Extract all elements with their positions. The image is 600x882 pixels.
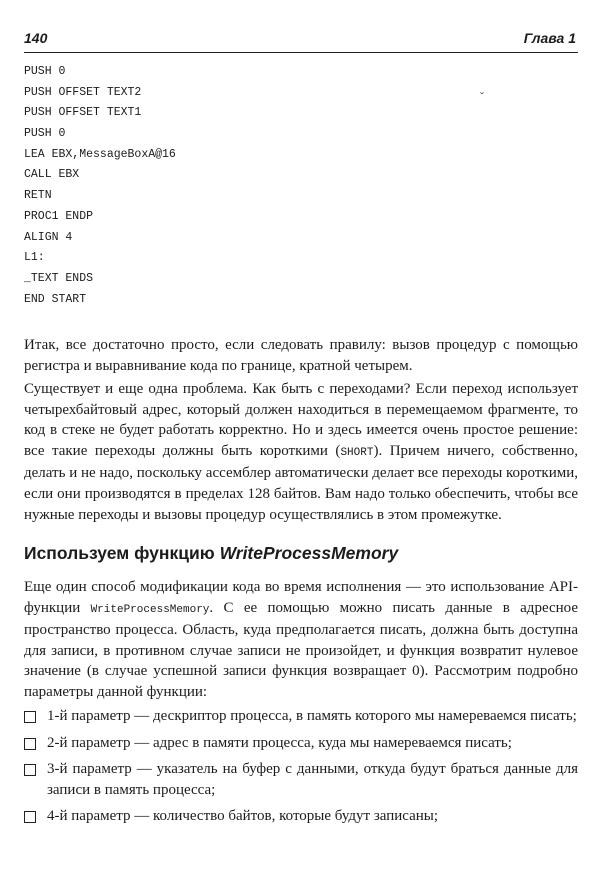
paragraph-text: . С ее помощью можно писать данные в адресное пространство процесса. Область, куда предполагается писать, должна быть доступна для записи, в противном случае записи не произойдет, и функция возвратит нулевое значение (в случае успешной записи функция возвращает 0). Рассмотрим подробно параметры данной функции: [24, 599, 578, 700]
list-item-text: 4-й параметр — количество байтов, которые будут записаны; [47, 808, 439, 825]
page-number: 140 [24, 30, 48, 46]
paragraph-text: Еще один способ модификации кода во время исполнения — это использование API-функции [24, 579, 578, 616]
chapter-title: Глава 1 [523, 30, 576, 46]
paragraph-rule: Итак, все достаточно просто, если следовать правилу: вызов процедур с помощью регистра и выравнивание кода по границе, кратной четырем. [24, 337, 578, 374]
checkbox-bullet-icon [24, 738, 36, 750]
list-item-text: 3-й параметр — указатель на буфер с данными, откуда будут браться данные для записи в память процесса; [47, 761, 578, 798]
paragraph-jumps [24, 379, 578, 525]
code-line: PUSH OFFSET TEXT2 [24, 85, 142, 99]
paragraph-text: Существует и еще одна проблема. Как быть с переходами? Если переход использует четырехбайтовый адрес, который должен находиться в перемещаемом фрагменте, то код в стеке не будет работать корректно. Но и здесь имеется очень простое решение: все такие переходы должны быть короткими ( [24, 381, 578, 459]
checkbox-bullet-icon [24, 811, 36, 823]
code-line: ALIGN 4 [24, 230, 73, 244]
code-line: _TEXT ENDS [24, 271, 94, 285]
inline-code: WriteProcessMemory [90, 603, 210, 616]
paragraph-writeprocessmemory [24, 577, 578, 703]
code-line: RETN [24, 189, 52, 203]
checkbox-bullet-icon [24, 764, 36, 776]
code-line: LEA EBX,MessageBoxA@16 [24, 147, 176, 161]
list-item [24, 759, 578, 800]
paragraph-text: ). Причем ничего, собственно, делать и не надо, поскольку ассемблер автоматически делает все переходы короткими, если они производятся в пределах 128 байтов. Вам надо только обеспечить, чтобы все нужные переходы и вызовы процедур осуществлялись в этом промежутке. [24, 442, 579, 523]
parameter-list [24, 706, 578, 833]
list-item-text: 2-й параметр — адрес в памяти процесса, куда мы намереваемся писать; [47, 734, 512, 751]
code-line: PUSH 0 [24, 127, 66, 141]
code-line: PUSH OFFSET TEXT1 [24, 106, 142, 120]
stray-mark: ˇ [480, 90, 484, 104]
list-item [24, 733, 578, 754]
code-line: PROC1 ENDP [24, 209, 94, 223]
checkbox-bullet-icon [24, 711, 36, 723]
code-line: CALL EBX [24, 168, 80, 182]
page-header [24, 30, 578, 53]
code-line: END START [24, 292, 87, 306]
inline-code: SHORT [340, 446, 374, 459]
code-line: L1: [24, 251, 45, 265]
code-listing [24, 62, 176, 310]
list-item [24, 806, 578, 827]
section-heading [24, 543, 398, 564]
list-item [24, 706, 578, 727]
section-heading-prefix: Используем функцию [24, 543, 220, 563]
code-line: PUSH 0 [24, 65, 66, 78]
section-heading-function: WriteProcessMemory [219, 543, 399, 563]
list-item-text: 1-й параметр — дескриптор процесса, в память которого мы намереваемся писать; [47, 708, 577, 724]
